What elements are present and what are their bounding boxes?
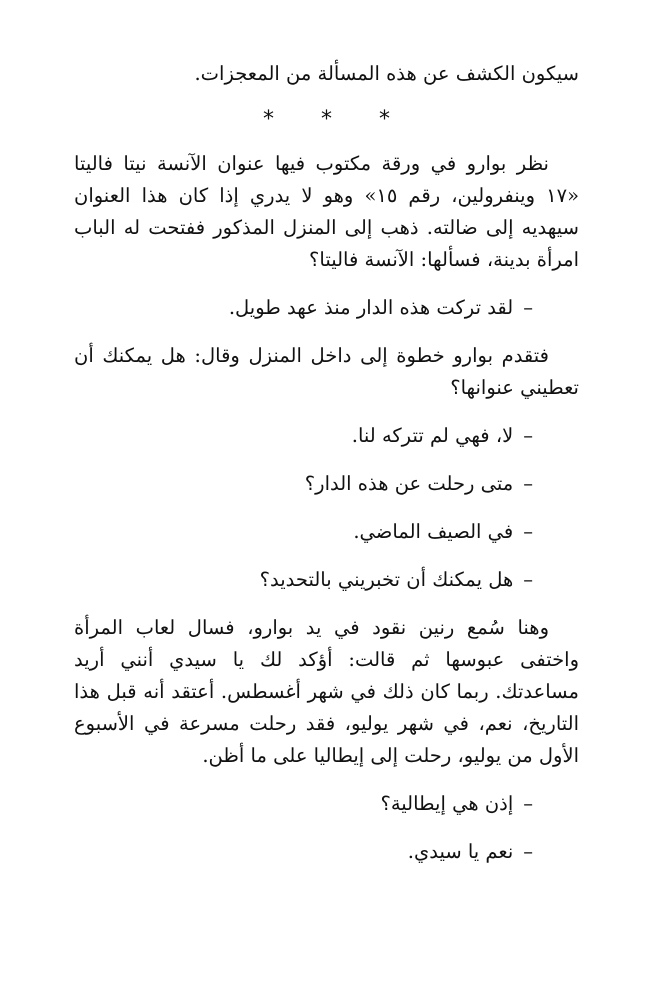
dialog-line-2 [74,420,579,452]
dialog-text: هل يمكنك أن تخبريني بالتحديد؟ [259,568,514,591]
dialog-line-4 [74,516,579,548]
dialog-text: إذن هي إيطالية؟ [380,792,514,815]
paragraph-1: نظر بوارو في ورقة مكتوب فيها عنوان الآنسة نيتا فاليتا «١٧ وينفرولين، رقم ١٥» وهو لا يدري إذا كان هذا العنوان سيهديه إلى ضالته. ذهب إلى المنزل المذكور ففتحت له الباب امرأة بدينة، فسألها: الآنسة فاليتا؟ [74,152,579,271]
paragraph-2: فتقدم بوارو خطوة إلى داخل المنزل وقال: هل يمكنك أن تعطيني عنوانها؟ [74,344,579,399]
dialog-line-5 [74,564,579,596]
dialog-dash: – [523,296,533,319]
book-page [74,58,579,884]
dialog-dash: – [523,840,533,863]
dialog-dash: – [523,472,533,495]
dialog-text: لقد تركت هذه الدار منذ عهد طويل. [228,296,514,319]
dialog-dash: – [523,568,533,591]
dialog-line-7 [74,836,579,868]
opening-line: سيكون الكشف عن هذه المسألة من المعجزات. [194,62,579,85]
dialog-text: لا، فهي لم تتركه لنا. [351,424,514,447]
section-separator: * * * [263,107,410,132]
dialog-text: في الصيف الماضي. [353,520,514,543]
dialog-line-3 [74,468,579,500]
dialog-text: متى رحلت عن هذه الدار؟ [304,472,514,495]
dialog-line-6 [74,788,579,820]
dialog-dash: – [523,520,533,543]
dialog-text: نعم يا سيدي. [407,840,514,863]
paragraph-3: وهنا سُمع رنين نقود في يد بوارو، فسال لعاب المرأة واختفى عبوسها ثم قالت: أؤكد لك يا سيدي أنني أريد مساعدتك. ربما كان ذلك في شهر أغسطس. أعتقد أنه قبل هذا التاريخ، نعم، في شهر يوليو، فقد رحلت مسرعة في الأسبوع الأول من يوليو، رحلت إلى إيطاليا على ما أظن. [74,616,579,767]
dialog-dash: – [523,792,533,815]
dialog-dash: – [523,424,533,447]
dialog-line-1 [74,292,579,324]
